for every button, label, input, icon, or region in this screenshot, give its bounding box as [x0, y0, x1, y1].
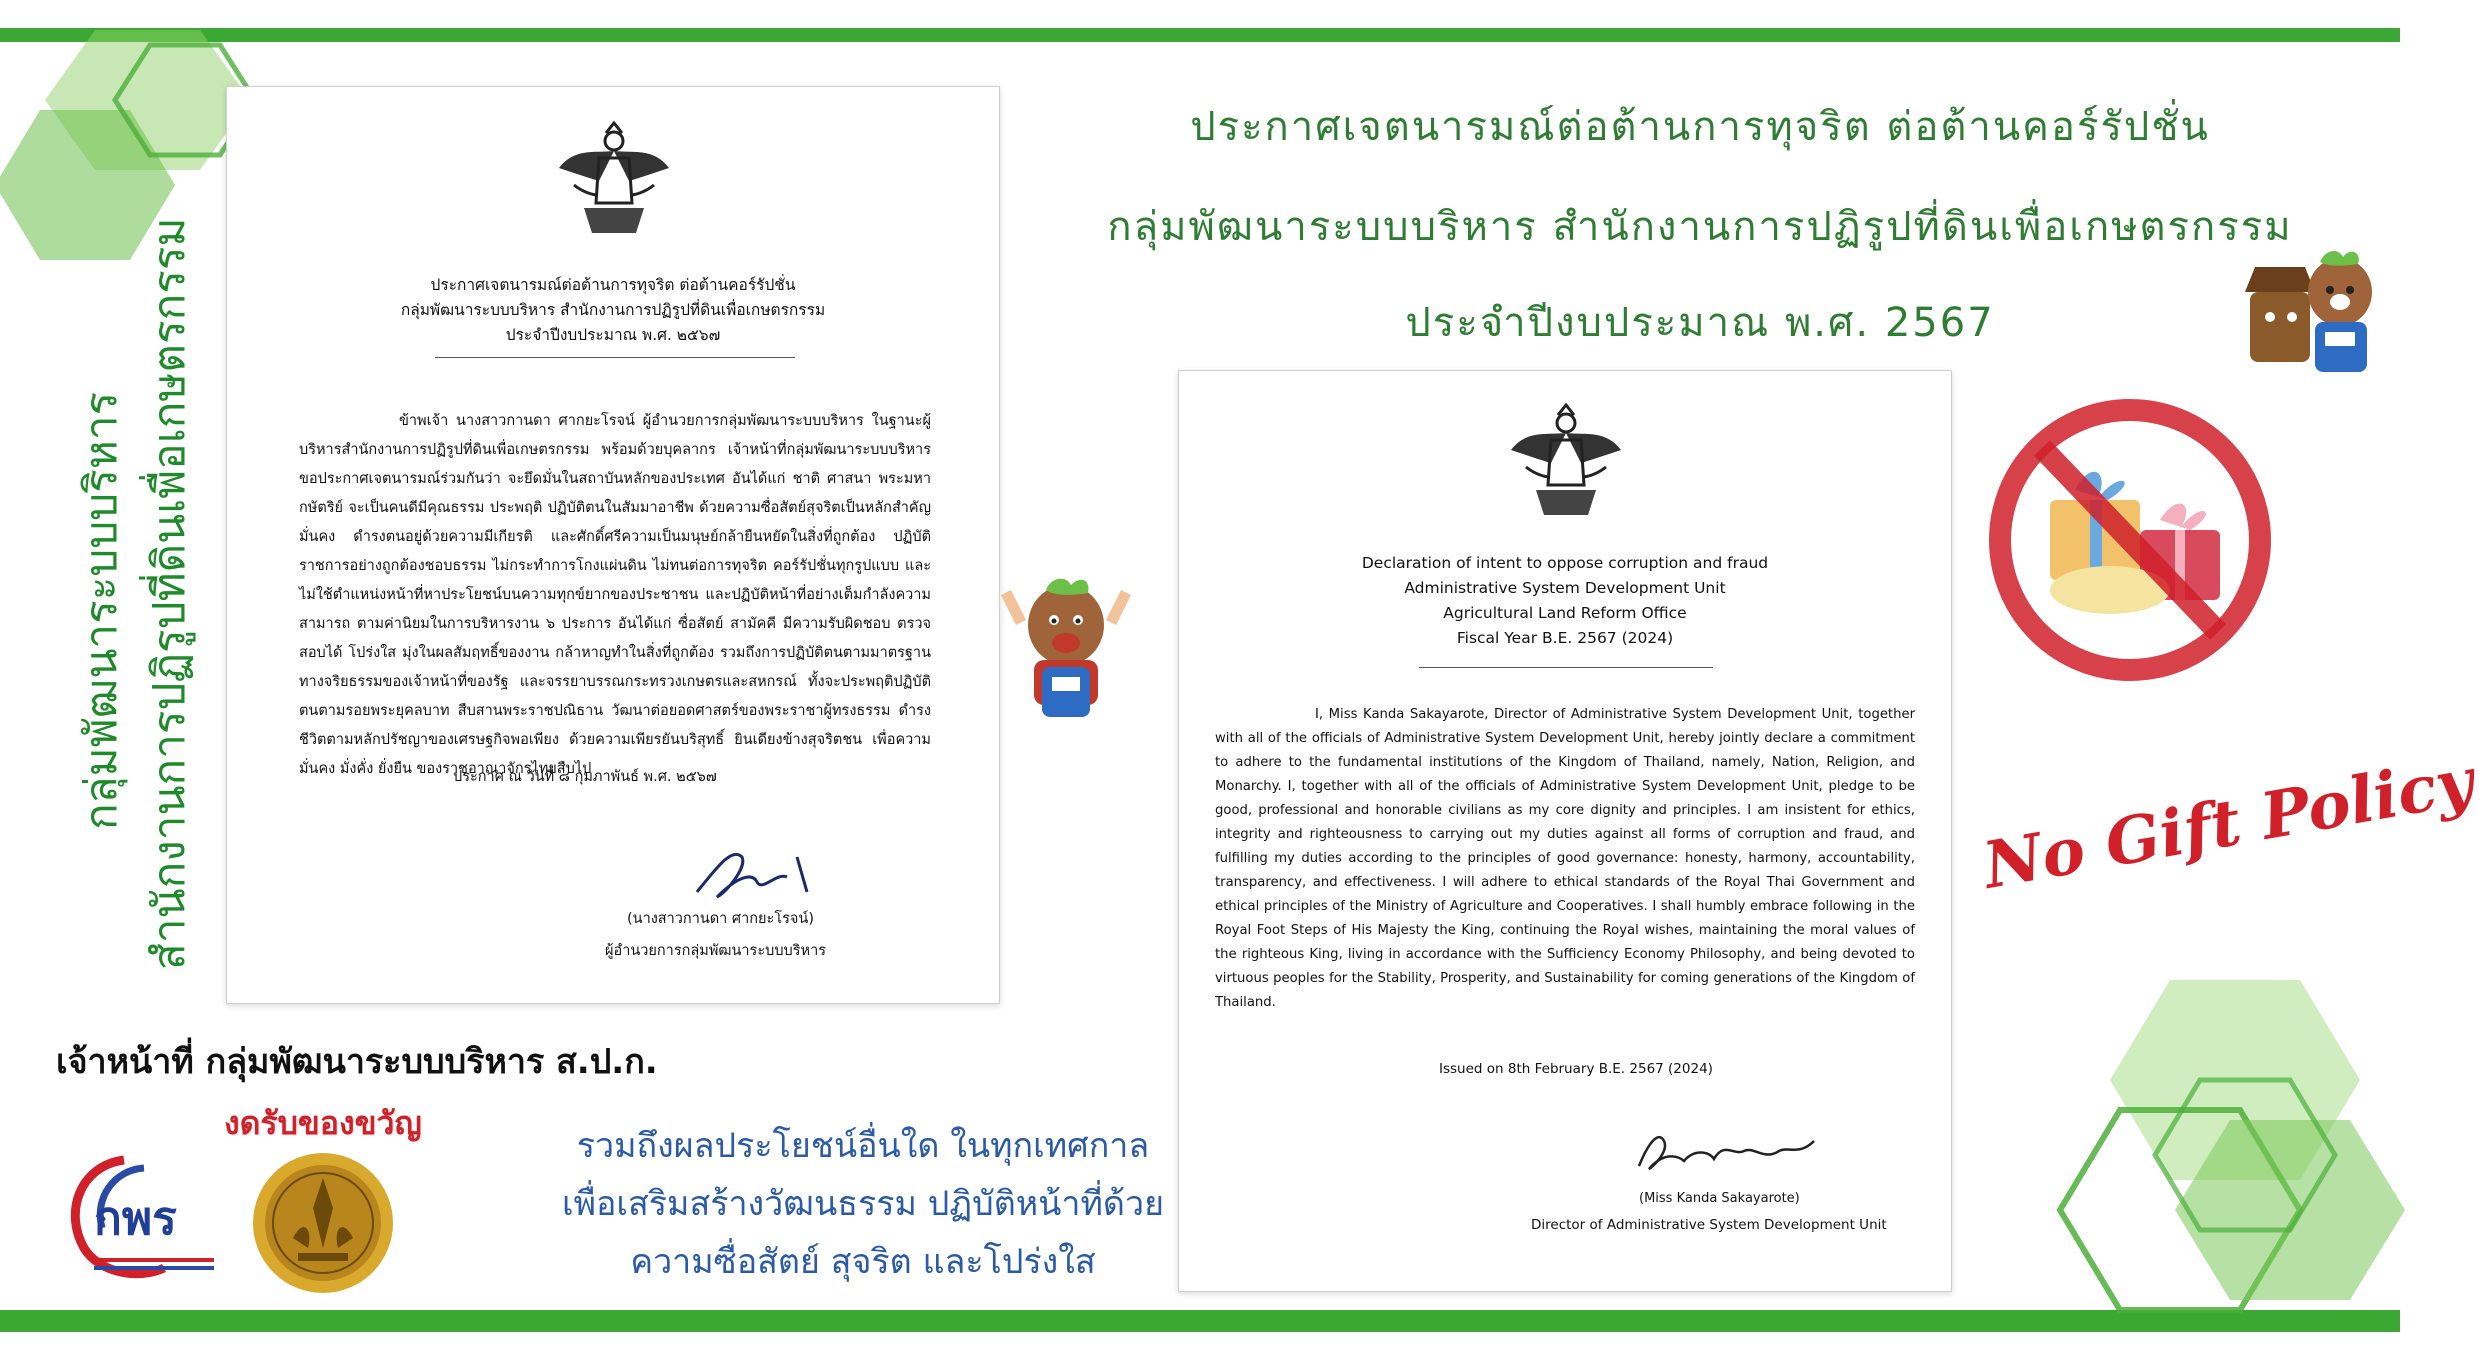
- eng-doc-title-2: Administrative System Development Unit: [1404, 579, 1726, 597]
- english-declaration-document: [1178, 370, 1952, 1292]
- side-text-office-name: สำนักงานการปฏิรูปที่ดินเพื่อเกษตรกรรม: [144, 217, 195, 970]
- thai-declaration-document: [226, 86, 1000, 1004]
- no-gift-policy-title: No Gift Policy: [1978, 743, 2479, 904]
- eng-doc-rule: [1419, 667, 1713, 668]
- thai-doc-signer-name: (นางสาวกานดา ศากยะโรจน์): [627, 911, 814, 927]
- eng-doc-issued-date: Issued on 8th February B.E. 2567 (2024): [1439, 1061, 1713, 1077]
- eng-doc-title-4: Fiscal Year B.E. 2567 (2024): [1456, 629, 1674, 647]
- heading-line-1: ประกาศเจตนารมณ์ต่อต้านการทุจริต ต่อต้านคอร์รัปชั่น: [1190, 104, 2210, 150]
- alro-seal-icon: [248, 1148, 398, 1298]
- hexagon-decoration-bottom-right: [2060, 960, 2400, 1320]
- eng-doc-body: I, Miss Kanda Sakayarote, Director of Administrative System Development Unit, together with all of the officials of Administrative System Development Unit, hereby jointly declare a commitment to adhere to the fundamental institutions of the Kingdom of Thailand, namely, Nation, Religion, and Monarchy. I, together with all of the officials of Administrative System Development Unit, pledge to be good, professional and honorable civilians as my core dignity and principles. I am insistent for ethics, integrity and righteousness to carrying out my duties against all forms of corruption and fraud, and fulfilling my duties according to the principles of good governance: honesty, harmony, accountability, transparency, and effectiveness. I will adhere to ethical standards of the Royal Thai Government and ethical principles of the Ministry of Agriculture and Cooperatives. I shall humbly embrace following in the Royal Foot Steps of His Majesty the King, continuing the Royal wishes, maintaining the moral values of the righteous King, living in accordance with the Sufficiency Economy Philosophy, and being devoted to virtuous peoples for the Stability, Prosperity, and Sustainability for coming generations of the Kingdom of Thailand.: [1215, 707, 1915, 1010]
- garuda-emblem-icon: [1506, 405, 1626, 525]
- heading-line-3: ประจำปีงบประมาณ พ.ศ. 2567: [1405, 300, 1995, 346]
- eng-doc-title-3: Agricultural Land Reform Office: [1443, 604, 1687, 622]
- side-text-unit-name: กลุ่มพัฒนาระบบบริหาร: [76, 391, 127, 830]
- mascot-duo-icon: [2240, 232, 2390, 392]
- heading-line-2: กลุ่มพัฒนาระบบบริหาร สำนักงานการปฏิรูปที่ดินเพื่อเกษตรกรรม: [1107, 204, 2293, 250]
- blue-text-line-1: รวมถึงผลประโยชน์อื่นใด ในทุกเทศกาล: [576, 1126, 1150, 1166]
- eng-doc-signature: [1629, 1121, 1829, 1181]
- no-gift-thai-label: งดรับของขวัญ: [224, 1104, 422, 1142]
- thai-doc-rule: [435, 357, 795, 358]
- blue-text-line-3: ความซื่อสัตย์ สุจริต และโปร่งใส: [630, 1242, 1096, 1282]
- thai-doc-title-2: กลุ่มพัฒนาระบบบริหาร สำนักงานการปฏิรูปที่ดินเพื่อเกษตรกรรม: [400, 301, 826, 319]
- eng-doc-title-1: Declaration of intent to oppose corruption and fraud: [1361, 554, 1769, 572]
- thai-doc-title-1: ประกาศเจตนารมณ์ต่อต้านการทุจริต ต่อต้านคอร์รัปชั่น: [430, 276, 796, 294]
- garuda-emblem-icon: [554, 123, 674, 243]
- opdc-logo-text: กพร: [94, 1191, 177, 1245]
- top-green-bar: [0, 28, 2400, 42]
- eng-doc-signer-name: (Miss Kanda Sakayarote): [1639, 1191, 1800, 1206]
- eng-doc-signer-title: Director of Administrative System Development Unit: [1531, 1217, 1887, 1233]
- thai-doc-signer-title: ผู้อำนวยการกลุ่มพัฒนาระบบบริหาร: [605, 943, 827, 959]
- bottom-green-bar: [0, 1310, 2400, 1332]
- thai-doc-title-3: ประจำปีงบประมาณ พ.ศ. ๒๕๖๗: [505, 326, 721, 344]
- mascot-cheering-icon: [996, 575, 1136, 725]
- no-gift-prohibition-icon: [1980, 380, 2280, 700]
- thai-doc-issued-date: ประกาศ ณ วันที่ ๘ กุมภาพันธ์ พ.ศ. ๒๕๖๗: [453, 769, 717, 785]
- thai-doc-body: ข้าพเจ้า นางสาวกานดา ศากยะโรจน์ ผู้อำนวยการกลุ่มพัฒนาระบบบริหาร ในฐานะผู้บริหารสำนักงานการปฏิรูปที่ดินเพื่อเกษตรกรรม พร้อมด้วยบุคลากร เจ้าหน้าที่กลุ่มพัฒนาระบบบริหาร ขอประกาศเจตนารมณ์ร่วมกันว่า จะยึดมั่นในสถาบันหลักของประเทศ อันได้แก่ ชาติ ศาสนา พระมหากษัตริย์ จะเป็นคนดีมีคุณธรรม ประพฤติ ปฏิบัติตนในสัมมาอาชีพ ด้วยความซื่อสัตย์สุจริตเป็นหลักสำคัญมั่นคง ดำรงตนอยู่ด้วยความมีเกียรติ และศักดิ์ศรีความเป็นมนุษย์กล้ายืนหยัดในสิ่งที่ถูกต้อง ปฏิบัติราชการอย่างถูกต้องชอบธรรม ไม่กระทำการโกงแผ่นดิน ไม่ทนต่อการทุจริต คอร์รัปชั่นทุกรูปแบบ และไม่ใช้ตำแหน่งหน้าที่หาประโยชน์บนความทุกข์ยากของประชาชน และปฏิบัติหน้าที่อย่างเต็มกำลังความสามารถ ตามค่านิยมในการบริหารงาน ๖ ประการ อันได้แก่ ซื่อสัตย์ สามัคคี มีความรับผิดชอบ ตรวจสอบได้ โปร่งใส มุ่งในผลสัมฤทธิ์ของงาน กล้าหาญทำในสิ่งที่ถูกต้อง รวมถึงการปฏิบัติตนตามมาตรฐานทางจริยธรรมของเจ้าหน้าที่ของรัฐ และจรรยาบรรณกระทรวงเกษตรและสหกรณ์ ทั้งจะประพฤติปฏิบัติตนตามรอยพระยุคลบาท สืบสานพระราชปณิธาน วัฒนาต่อยอดศาสตร์ของพระราชาผู้ทรงธรรม ดำรงชีวิตตามหลักปรัชญาของเศรษฐกิจพอเพียง ด้วยความเพียรยันบริสุทธิ์ ยินเดียงข้างสุจริตชน เพื่อความมั่นคง มั่งคั่ง ยั่งยืน ของราชอาณาจักรไทยสืบไป: [299, 413, 931, 777]
- blue-text-line-2: เพื่อเสริมสร้างวัฒนธรรม ปฏิบัติหน้าที่ด้วย: [561, 1184, 1165, 1224]
- staff-line: เจ้าหน้าที่ กลุ่มพัฒนาระบบบริหาร ส.ป.ก.: [56, 1042, 658, 1082]
- thai-doc-signature: [687, 837, 837, 907]
